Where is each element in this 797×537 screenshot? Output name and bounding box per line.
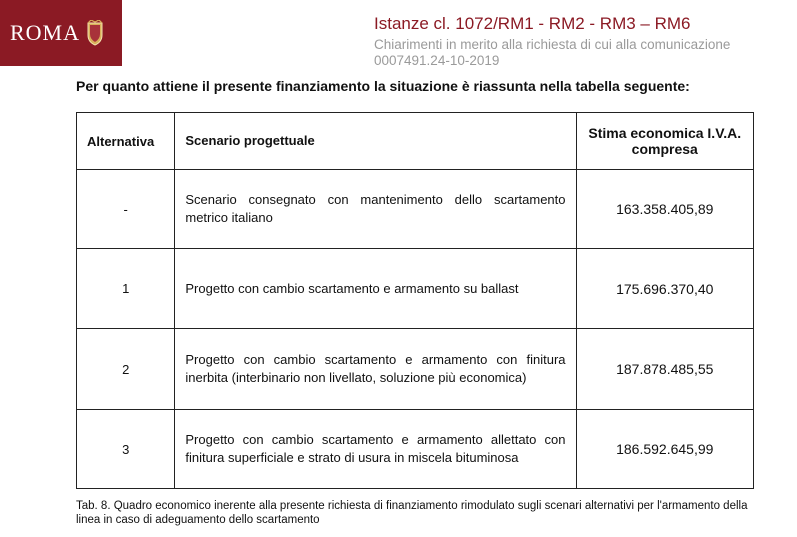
table-row	[77, 249, 754, 329]
cost-cell: 186.592.645,99	[576, 410, 753, 489]
roma-logo	[0, 0, 122, 66]
table-row	[77, 410, 754, 489]
document-title: Istanze cl. 1072/RM1 - RM2 - RM3 – RM6	[374, 14, 691, 33]
scenario-cell: Scenario consegnato con mantenimento dello scartamento metrico italiano	[175, 170, 576, 249]
document-subtitle: Chiarimenti in merito alla richiesta di cui alla comunicazione	[374, 37, 731, 52]
logo-text: ROMA	[10, 20, 81, 45]
cost-table	[76, 112, 754, 489]
header-scenario: Scenario progettuale	[175, 113, 576, 170]
scenario-cell: Progetto con cambio scartamento e armamento con finitura inerbita (interbinario non livellato, soluzione più economica)	[175, 329, 576, 410]
scenario-cell: Progetto con cambio scartamento e armamento allettato con finitura superficiale e strato di usura in miscela bituminosa	[175, 410, 576, 489]
cost-cell: 163.358.405,89	[576, 170, 753, 249]
alt-cell: 1	[77, 249, 175, 329]
cost-cell: 175.696.370,40	[576, 249, 753, 329]
cost-cell: 187.878.485,55	[576, 329, 753, 410]
alt-cell: -	[77, 170, 175, 249]
document-header	[374, 14, 794, 69]
header-stima: Stima economica I.V.A. compresa	[576, 113, 753, 170]
table-caption: Tab. 8. Quadro economico inerente alla presente richiesta di finanziamento rimodulato sugli scenari alternativi per l'armamento della linea in caso di adeguamento dello scartamento	[76, 500, 748, 526]
alt-cell: 3	[77, 410, 175, 489]
alt-cell: 2	[77, 329, 175, 410]
header-alternativa: Alternativa	[77, 113, 175, 170]
table-header-row	[77, 113, 754, 170]
scenario-cell: Progetto con cambio scartamento e armamento su ballast	[175, 249, 576, 329]
table-row	[77, 329, 754, 410]
roma-crest-icon	[86, 20, 104, 46]
table-row	[77, 170, 754, 249]
intro-paragraph: Per quanto attiene il presente finanziamento la situazione è riassunta nella tabella seguente:	[76, 78, 690, 94]
document-protocol: 0007491.24-10-2019	[374, 53, 500, 68]
